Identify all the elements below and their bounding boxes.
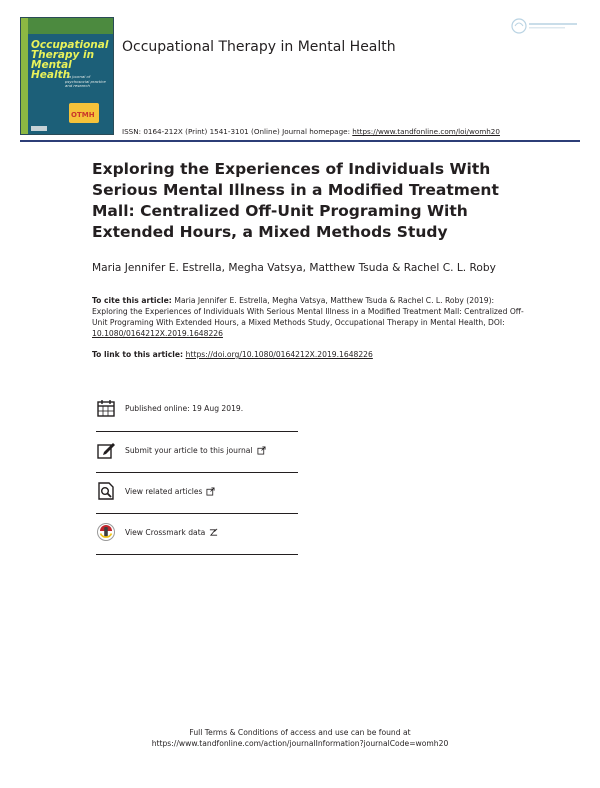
terms-text: Full Terms & Conditions of access and use can be found at [189,728,411,737]
cover-topbar [28,18,113,34]
action-divider [96,513,298,514]
journal-information-link[interactable]: https://www.tandfonline.com/action/journalInformation?journalCode=womh20 [151,739,449,748]
published-online-label: Published online: 19 Aug 2019. [125,403,244,413]
terms-footer [0,727,600,749]
cover-subtitle: ...a journal of psychosocial practice and research [65,74,106,89]
cite-text: Maria Jennifer E. Estrella, Megha Vatsya, Matthew Tsuda & Rachel C. L. Roby (2019): Exploring the Experiences of Individuals With Serious Mental Illness in a Modified Treatment Mall: Centralized Off-Unit Programing With Extended Hours, a Mixed Methods Study, Occupational Therapy in Mental Health, DOI: [92,296,524,327]
cite-label: To cite this article: [92,296,175,305]
action-divider [96,472,298,473]
cover-logo [69,103,99,123]
related-search-icon [96,481,116,501]
calendar-icon [96,398,116,418]
crossmark-icon [96,522,116,542]
issn-line [122,127,500,136]
submit-article-link[interactable] [96,438,298,462]
action-divider [96,554,298,555]
journal-title: Occupational Therapy in Mental Health [122,39,396,55]
article-doi-link[interactable]: https://doi.org/10.1080/0164212X.2019.1648226 [185,350,373,359]
article-link-row [92,350,373,359]
published-online-row [96,396,298,420]
external-link-icon [209,528,218,537]
journal-cover-image [20,17,114,135]
article-authors: Maria Jennifer E. Estrella, Megha Vatsya, Matthew Tsuda & Rachel C. L. Roby [92,262,496,274]
crossmark-link[interactable] [96,520,298,544]
link-label: To link to this article: [92,350,186,359]
external-link-icon [257,446,266,455]
cover-stripe [21,18,28,134]
related-articles-label: View related articles [125,486,203,496]
citation-block [92,295,532,339]
crossmark-label: View Crossmark data [125,527,206,537]
external-link-icon [206,487,215,496]
journal-homepage-link[interactable]: https://www.tandfonline.com/loi/womh20 [352,127,500,136]
cover-logo-letters: OTMH [71,111,95,119]
article-title: Exploring the Experiences of Individuals With Serious Mental Illness in a Modified Treatment Mall: Centralized Off-Unit Programing With Extended Hours, a Mixed Methods Study [92,160,499,241]
issn-text: ISSN: 0164-212X (Print) 1541-3101 (Online) Journal homepage: [122,127,353,136]
cover-title: Occupational Therapy in Mental Health [31,39,109,81]
cover-publisher-mark [31,126,47,131]
taylor-francis-logo-icon [511,16,581,36]
action-divider [96,431,298,432]
header-divider [20,140,580,142]
submit-article-label: Submit your article to this journal [125,445,253,455]
cite-doi-link[interactable]: 10.1080/0164212X.2019.1648226 [92,329,223,338]
related-articles-link[interactable] [96,479,298,503]
edit-icon [96,440,116,460]
